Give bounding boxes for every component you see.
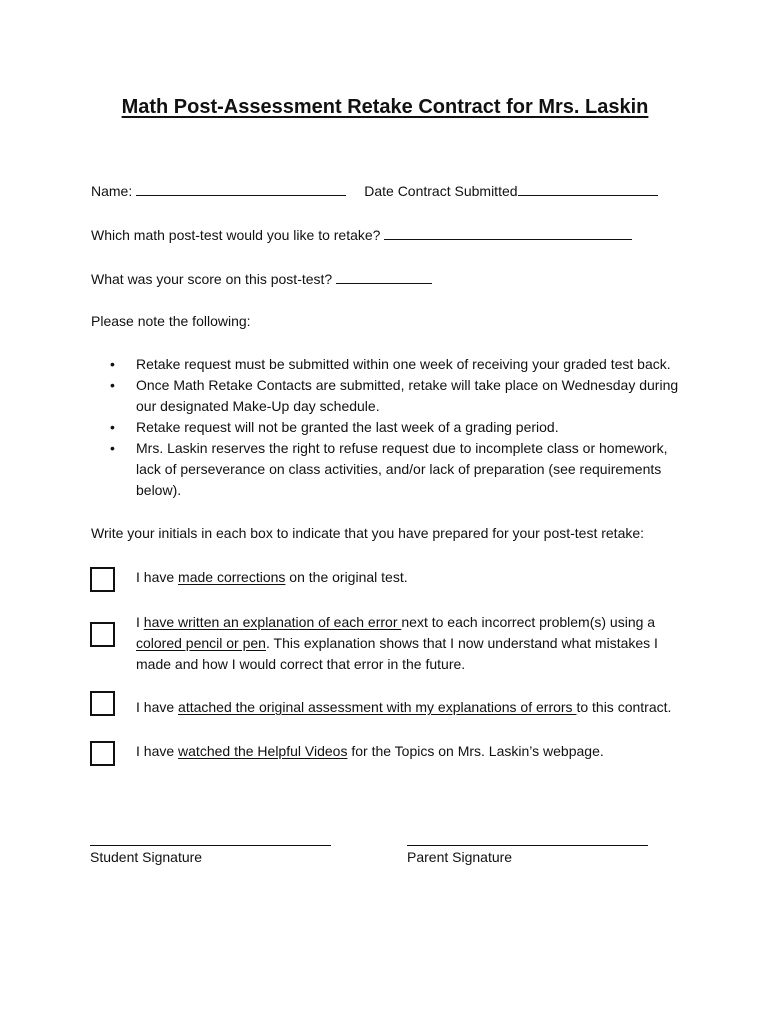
- checklist-text-pre: I have: [136, 699, 179, 715]
- initials-box[interactable]: [90, 691, 115, 716]
- name-label: Name:: [91, 183, 133, 199]
- which-test-label: Which math post-test would you like to retake?: [91, 227, 381, 243]
- checklist-text-underlined: have written an explanation of each error: [143, 614, 402, 630]
- parent-signature-line[interactable]: [407, 845, 648, 846]
- bullet-icon: •: [110, 356, 115, 372]
- score-field[interactable]: [336, 269, 432, 284]
- rule-text: Retake request must be submitted within one week of receiving your graded test back.: [136, 356, 671, 372]
- checklist-text-underlined: watched the Helpful Videos: [178, 743, 348, 759]
- checklist-text-rest: to this contract.: [576, 699, 672, 715]
- initials-box[interactable]: [90, 567, 115, 592]
- checklist-text-underlined: attached the original assessment with my explanations of errors: [178, 699, 577, 715]
- checklist-text-pre: I have: [136, 569, 179, 585]
- rule-item: [110, 438, 690, 501]
- student-signature-label: Student Signature: [90, 849, 203, 865]
- parent-signature-label: Parent Signature: [407, 849, 513, 865]
- checklist-text-rest: next to each incorrect problem(s) using a: [401, 614, 656, 630]
- score-row: [91, 269, 432, 287]
- checklist-text-post: . This explanation shows that I now understand what mistakes I made and how I would correct that error in the future.: [136, 635, 658, 672]
- checklist-text: [136, 697, 696, 718]
- rule-item: [110, 354, 690, 375]
- date-submitted-label: Date Contract Submitted: [364, 183, 518, 199]
- checklist-text-rest: on the original test.: [285, 569, 408, 585]
- rule-text: Mrs. Laskin reserves the right to refuse request due to incomplete class or homework, lack of perseverance on class activities, and/or lack of preparation (see requirements below).: [136, 440, 668, 498]
- initials-box[interactable]: [90, 622, 115, 647]
- note-heading: Please note the following:: [91, 313, 251, 329]
- rule-item: [110, 417, 690, 438]
- which-test-row: [91, 225, 632, 243]
- date-submitted-field[interactable]: [518, 181, 658, 196]
- name-date-row: [91, 181, 658, 199]
- checklist-text: [136, 567, 676, 588]
- rule-item: [110, 375, 690, 417]
- name-field[interactable]: [136, 181, 346, 196]
- document-title: Math Post-Assessment Retake Contract for Mrs. Laskin: [121, 96, 649, 118]
- student-signature-line[interactable]: [90, 845, 331, 846]
- rule-text: Once Math Retake Contacts are submitted, retake will take place on Wednesday during our designated Make-Up day schedule.: [136, 377, 679, 414]
- checklist-text-pre: I: [136, 614, 144, 630]
- score-label: What was your score on this post-test?: [91, 271, 333, 287]
- checklist-text: [136, 612, 676, 675]
- checklist-text: [136, 741, 676, 762]
- rule-text: Retake request will not be granted the last week of a grading period.: [136, 419, 559, 435]
- checklist-text-underlined-2: colored pencil or pen: [136, 635, 266, 651]
- initials-instruction: Write your initials in each box to indicate that you have prepared for your post-test retake:: [91, 525, 645, 541]
- checklist-text-underlined: made corrections: [178, 569, 286, 585]
- checklist-text-rest: for the Topics on Mrs. Laskin’s webpage.: [347, 743, 604, 759]
- checklist-text-pre: I have: [136, 743, 179, 759]
- which-test-field[interactable]: [384, 225, 632, 240]
- bullet-icon: •: [110, 419, 115, 435]
- bullet-icon: •: [110, 377, 115, 393]
- initials-box[interactable]: [90, 741, 115, 766]
- rules-list: [110, 354, 690, 501]
- bullet-icon: •: [110, 440, 115, 456]
